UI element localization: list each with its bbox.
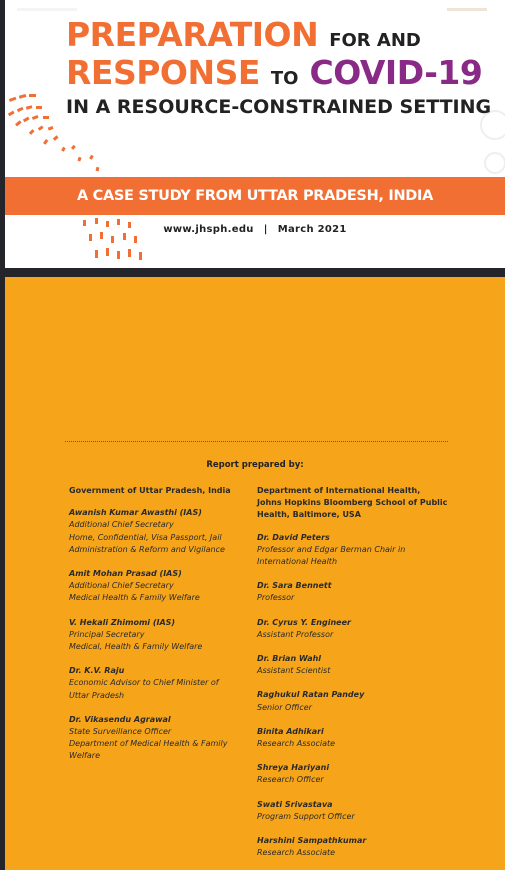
person-role: Professor bbox=[257, 593, 295, 603]
person-name: Dr. Vikasendu Agrawal bbox=[69, 714, 171, 724]
title-setting: IN A RESOURCE-CONSTRAINED SETTING bbox=[66, 96, 492, 118]
person-entry bbox=[257, 799, 457, 823]
case-study-banner bbox=[5, 177, 505, 215]
person-role: Uttar Pradesh bbox=[69, 690, 125, 700]
person-entry bbox=[257, 726, 457, 750]
publication-date: March 2021 bbox=[277, 224, 347, 235]
org-line: Department of International Health, bbox=[257, 486, 421, 495]
person-role: State Surveillance Officer bbox=[69, 727, 172, 737]
person-name: Dr. Brian Wahl bbox=[257, 654, 322, 664]
person-role: Research Associate bbox=[257, 739, 336, 749]
title-for-and: FOR AND bbox=[329, 30, 421, 51]
person-name: Shreya Hariyani bbox=[257, 763, 330, 773]
dotted-divider bbox=[65, 441, 448, 442]
person-role: Additional Chief Secretary bbox=[69, 581, 174, 591]
person-entry bbox=[257, 580, 457, 604]
right-org bbox=[257, 485, 457, 522]
title-preparation: PREPARATION bbox=[66, 15, 319, 54]
person-entry bbox=[257, 762, 457, 786]
person-role: Department of Medical Health & Family bbox=[69, 739, 228, 749]
org-line: Johns Hopkins Bloomberg School of Public bbox=[257, 498, 448, 508]
person-role: Administration & Reform and Vigilance bbox=[69, 544, 225, 554]
person-entry bbox=[257, 689, 457, 713]
cover-page bbox=[5, 0, 505, 268]
person-name: Amit Mohan Prasad (IAS) bbox=[69, 569, 182, 579]
title-response: RESPONSE bbox=[66, 53, 260, 92]
person-name: Dr. David Peters bbox=[257, 532, 330, 542]
person-role: Medical Health & Family Welfare bbox=[69, 593, 200, 603]
person-name: Dr. Cyrus Y. Engineer bbox=[257, 617, 351, 627]
person-entry bbox=[69, 507, 259, 556]
person-entry bbox=[69, 714, 259, 763]
person-name: Harshini Sampathkumar bbox=[257, 836, 367, 846]
website-link[interactable]: www.jhsph.edu bbox=[163, 224, 254, 235]
person-role: Program Support Officer bbox=[257, 811, 355, 821]
org-line: Health, Baltimore, USA bbox=[257, 510, 361, 520]
person-role: Economic Advisor to Chief Minister of bbox=[69, 678, 219, 688]
right-column bbox=[257, 485, 457, 870]
person-name: Binita Adhikari bbox=[257, 726, 324, 736]
person-role: Assistant Professor bbox=[257, 629, 334, 639]
left-org: Government of Uttar Pradesh, India bbox=[69, 486, 231, 495]
person-entry bbox=[69, 665, 259, 702]
person-name: Awanish Kumar Awasthi (IAS) bbox=[69, 508, 202, 518]
person-role: International Health bbox=[257, 557, 338, 567]
report-prepared-heading: Report prepared by: bbox=[206, 460, 304, 470]
person-role: Home, Confidential, Visa Passport, Jail bbox=[69, 532, 222, 542]
person-role: Senior Officer bbox=[257, 702, 312, 712]
person-role: Medical, Health & Family Welfare bbox=[69, 642, 203, 652]
person-entry bbox=[69, 617, 259, 654]
title-covid: COVID-19 bbox=[309, 53, 483, 92]
website-date-line bbox=[5, 224, 505, 235]
left-column bbox=[69, 485, 259, 775]
person-entry bbox=[257, 835, 457, 859]
person-role: Additional Chief Secretary bbox=[69, 520, 174, 530]
banner-text: A CASE STUDY FROM UTTAR PRADESH, INDIA bbox=[76, 188, 434, 204]
person-role: Research Officer bbox=[257, 775, 324, 785]
person-name: V. Hekali Zhimomi (IAS) bbox=[69, 617, 176, 627]
person-name: Raghukul Ratan Pandey bbox=[257, 690, 365, 700]
person-role: Assistant Scientist bbox=[257, 666, 331, 676]
person-name: Dr. K.V. Raju bbox=[69, 666, 125, 676]
person-name: Dr. Sara Bennett bbox=[257, 581, 332, 591]
separator: | bbox=[263, 224, 268, 235]
person-entry bbox=[257, 653, 457, 677]
person-role: Principal Secretary bbox=[69, 629, 145, 639]
credits-page bbox=[5, 277, 505, 870]
person-entry bbox=[257, 617, 457, 641]
report-title bbox=[66, 15, 496, 118]
person-role: Professor and Edgar Berman Chair in bbox=[257, 544, 406, 554]
person-role: Welfare bbox=[69, 751, 100, 761]
person-role: Research Associate bbox=[257, 848, 336, 858]
person-entry bbox=[69, 568, 259, 605]
title-to: TO bbox=[270, 68, 299, 89]
person-entry bbox=[257, 532, 457, 569]
person-name: Swati Srivastava bbox=[257, 799, 333, 809]
